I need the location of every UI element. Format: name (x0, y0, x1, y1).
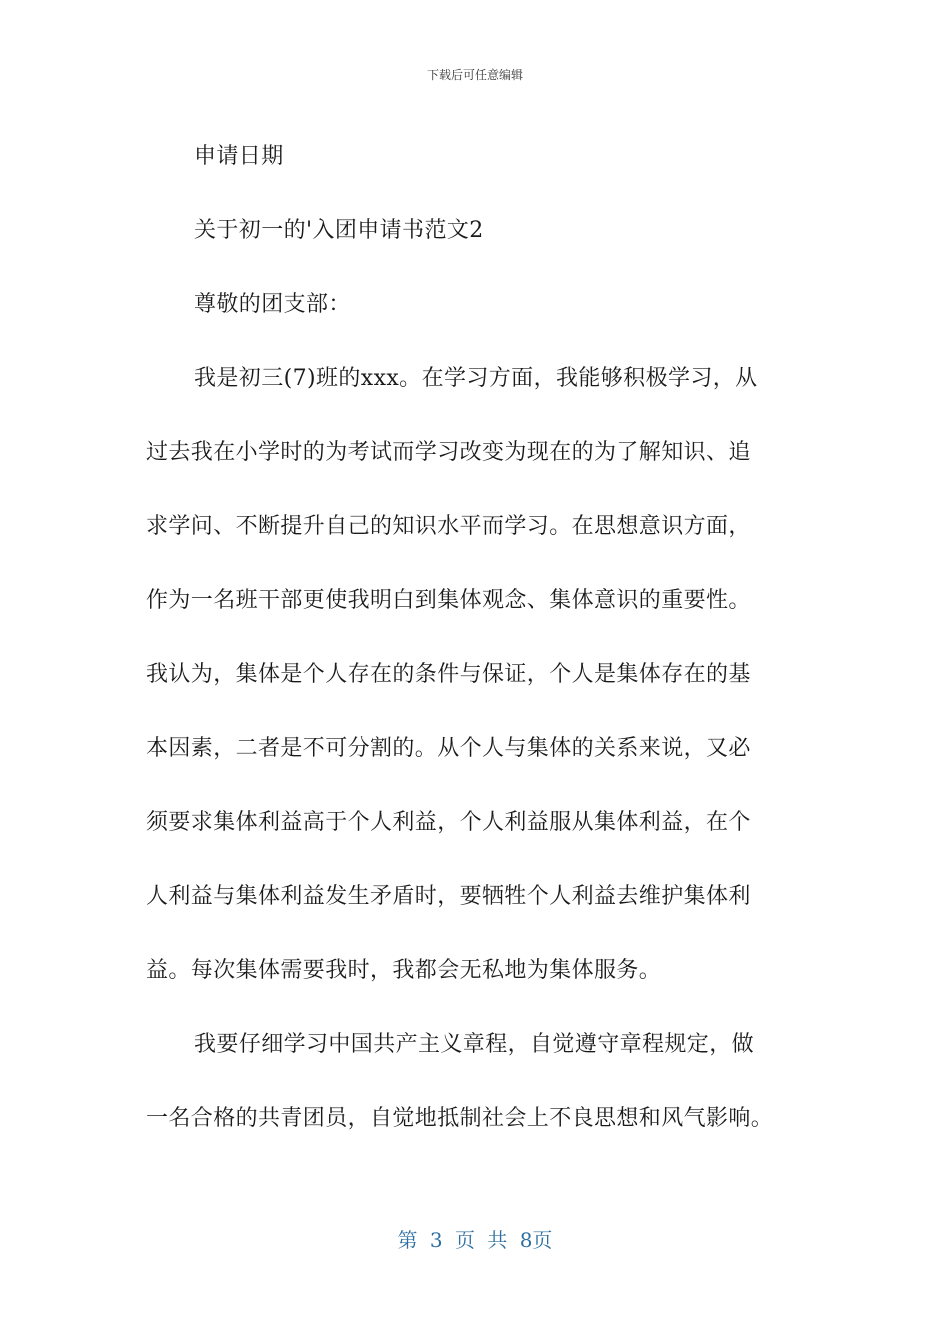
header-note: 下载后可任意编辑 (426, 68, 523, 82)
paragraph-line: 我认为，集体是个人存在的条件与保证，个人是集体存在的基 (146, 662, 751, 687)
paragraph-line: 须要求集体利益高于个人利益，个人利益服从集体利益，在个 (146, 810, 751, 835)
paragraph-line: 过去我在小学时的为考试而学习改变为现在的为了解知识、追 (146, 440, 751, 465)
paragraph-line: 一名合格的共青团员，自觉地抵制社会上不良思想和风气影响。 (146, 1106, 774, 1131)
paragraph-line: 人利益与集体利益发生矛盾时，要牺牲个人利益去维护集体利 (146, 884, 751, 909)
paragraph-line: 我要仔细学习中国共产主义章程，自觉遵守章程规定，做 (194, 1032, 755, 1057)
paragraph-line: 本因素，二者是不可分割的。从个人与集体的关系来说，又必 (146, 736, 751, 761)
salutation: 尊敬的团支部： (194, 292, 351, 317)
paragraph-line: 我是初三(7)班的xxx。在学习方面，我能够积极学习，从 (194, 366, 758, 391)
section-title: 关于初一的'入团申请书范文2 (194, 218, 484, 243)
paragraph-line: 求学问、不断提升自己的知识水平而学习。在思想意识方面， (146, 514, 751, 539)
document-body (146, 120, 806, 1156)
application-date-line: 申请日期 (194, 144, 284, 169)
page-number: 第 3 页 共 8页 (397, 1228, 553, 1252)
paragraph-line: 益。每次集体需要我时，我都会无私地为集体服务。 (146, 958, 662, 983)
paragraph-line: 作为一名班干部更使我明白到集体观念、集体意识的重要性。 (146, 588, 751, 613)
